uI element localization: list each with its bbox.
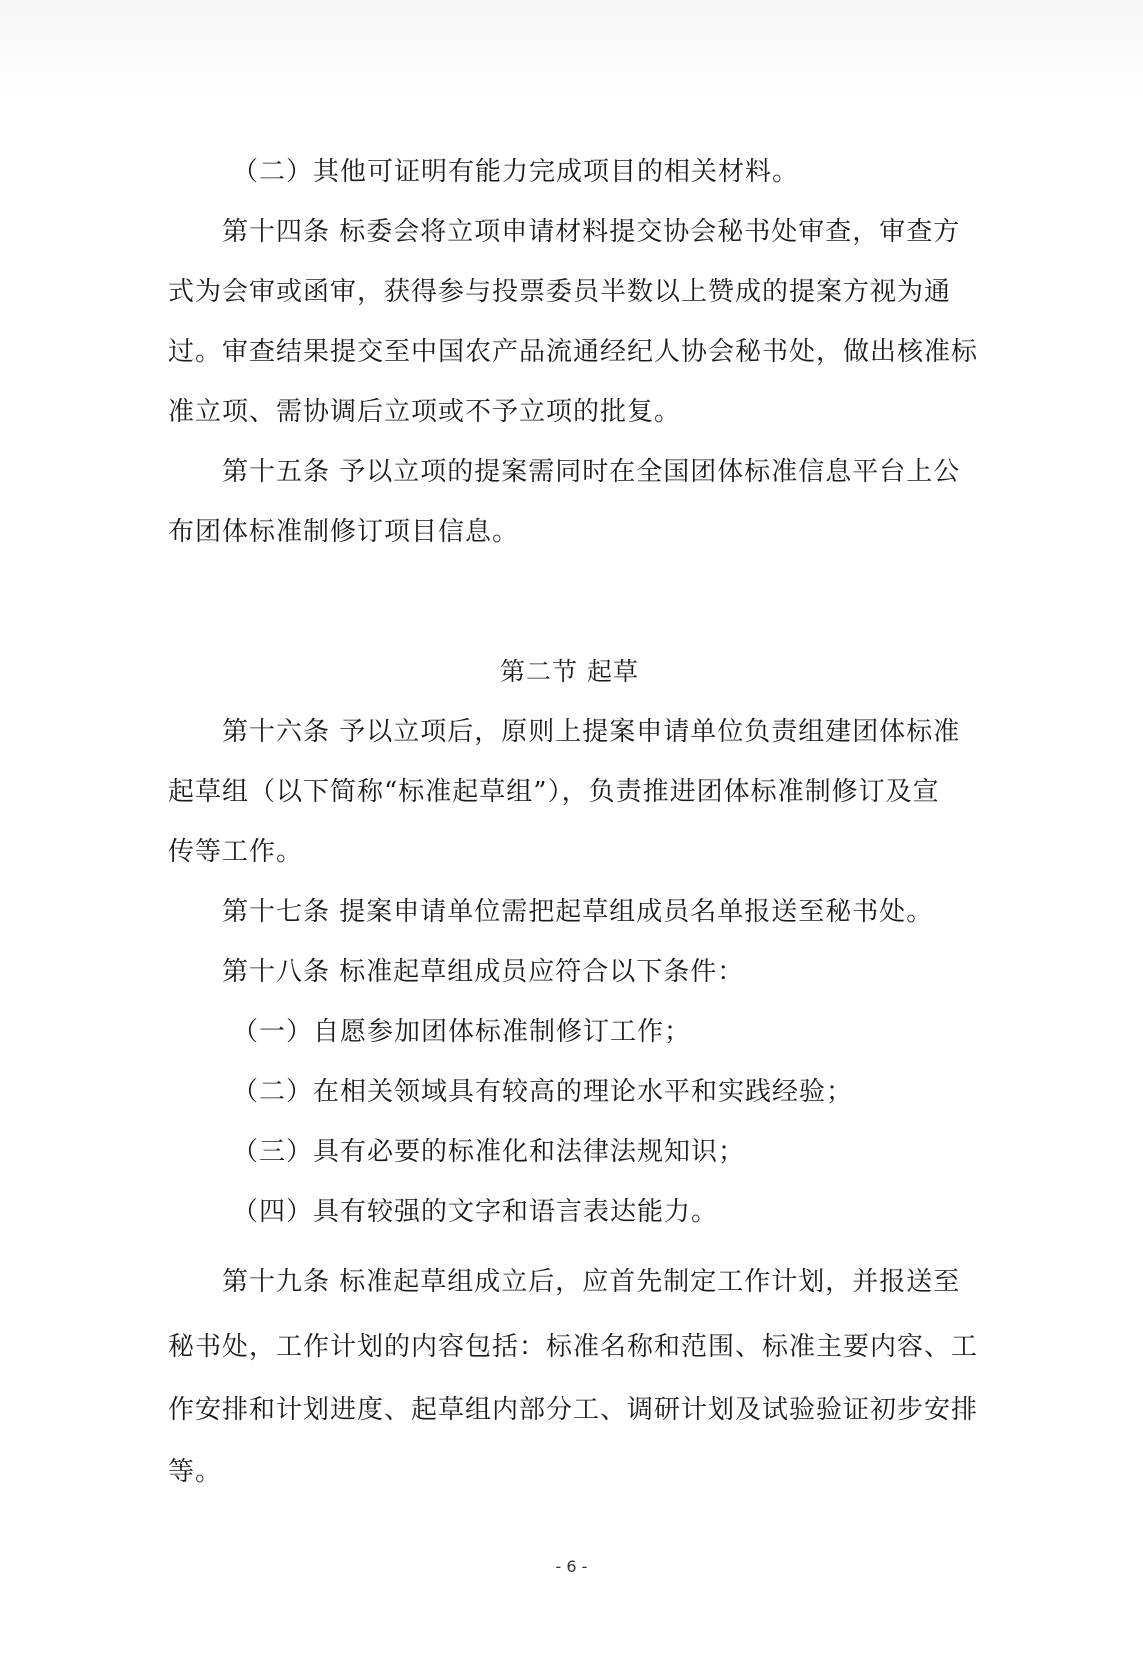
text-line: 第十八条 标准起草组成员应符合以下条件： bbox=[222, 957, 745, 987]
text-line: （二）其他可证明有能力完成项目的相关材料。 bbox=[232, 157, 800, 187]
text-line: （三）具有必要的标准化和法律法规知识； bbox=[232, 1137, 746, 1167]
page-number: - 6 - bbox=[555, 1557, 588, 1576]
text-line: 第十九条 标准起草组成立后，应首先制定工作计划，并报送至 bbox=[222, 1267, 961, 1297]
text-line: 第十五条 予以立项的提案需同时在全国团体标准信息平台上公 bbox=[222, 457, 961, 487]
text-line: 作安排和计划进度、起草组内部分工、调研计划及试验验证初步安排 bbox=[168, 1395, 979, 1425]
text-line: 第十四条 标委会将立项申请材料提交协会秘书处审查，审查方 bbox=[222, 217, 961, 247]
text-line: （一）自愿参加团体标准制修订工作； bbox=[232, 1017, 692, 1047]
text-line: （二）在相关领域具有较高的理论水平和实践经验； bbox=[232, 1077, 854, 1107]
section-heading: 第二节 起草 bbox=[500, 657, 639, 686]
text-line: 传等工作。 bbox=[168, 837, 304, 867]
text-line: 第十七条 提案申请单位需把起草组成员名单报送至秘书处。 bbox=[222, 897, 934, 927]
text-line: 式为会审或函审，获得参与投票委员半数以上赞成的提案方视为通 bbox=[168, 277, 952, 307]
text-line: 布团体标准制修订项目信息。 bbox=[168, 517, 520, 547]
text-line: 起草组（以下简称“标准起草组”），负责推进团体标准制修订及宣 bbox=[168, 777, 940, 807]
text-line: 第十六条 予以立项后，原则上提案申请单位负责组建团体标准 bbox=[222, 717, 961, 747]
text-line: 过。审查结果提交至中国农产品流通经纪人协会秘书处，做出核准标 bbox=[168, 337, 979, 367]
text-line: 等。 bbox=[168, 1457, 223, 1487]
text-line: （四）具有较强的文字和语言表达能力。 bbox=[232, 1197, 719, 1227]
text-line: 秘书处，工作计划的内容包括：标准名称和范围、标准主要内容、工 bbox=[168, 1332, 979, 1362]
text-line: 准立项、需协调后立项或不予立项的批复。 bbox=[168, 397, 682, 427]
